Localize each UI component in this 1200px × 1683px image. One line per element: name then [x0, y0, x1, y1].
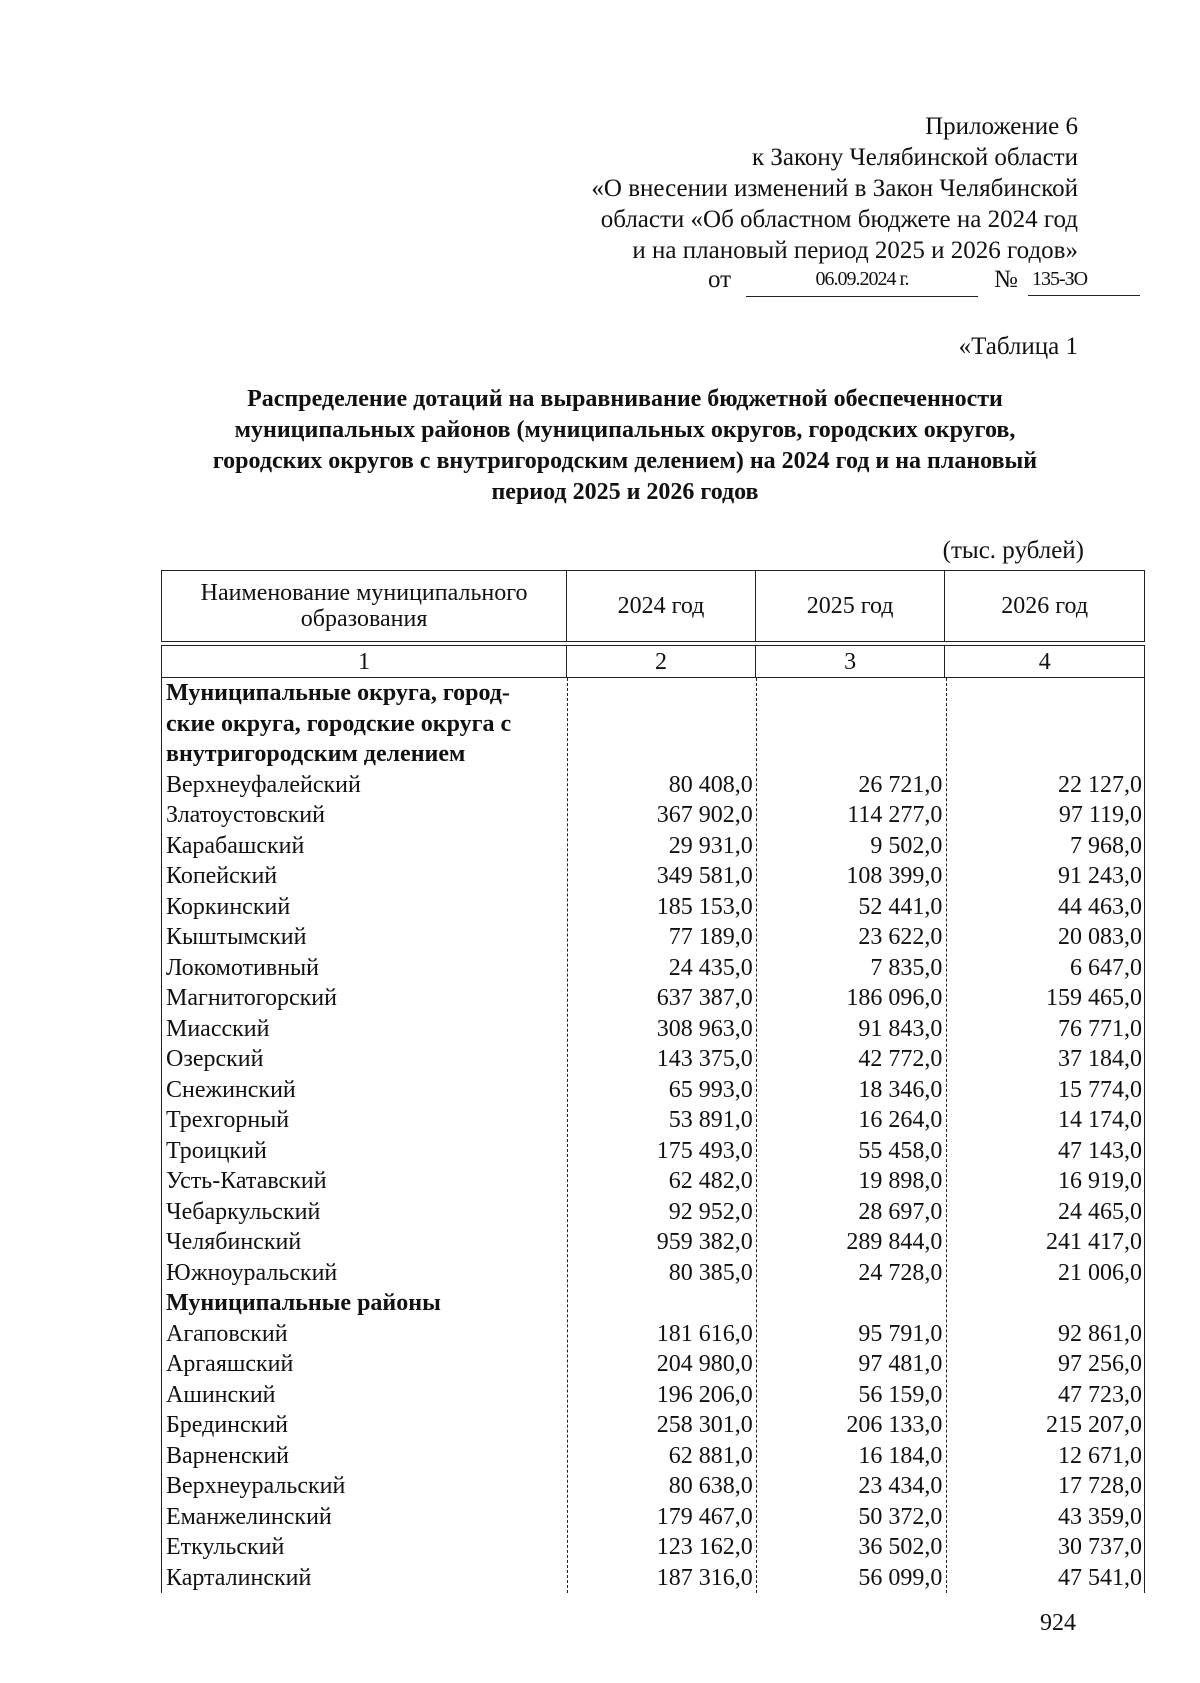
table-row — [162, 1136, 1144, 1167]
group-heading-line: ские округа, городские округа с — [166, 710, 512, 737]
value-2025: 186 096,0 — [846, 985, 943, 1011]
value-2026: 16 919,0 — [1057, 1168, 1142, 1194]
municipality-name: Аргаяшский — [166, 1351, 294, 1377]
table-row — [162, 1441, 1144, 1472]
value-2025: 97 481,0 — [858, 1351, 943, 1377]
value-2026: 92 861,0 — [1057, 1320, 1142, 1347]
municipality-name: Верхнеуральский — [166, 1473, 346, 1499]
value-2026: 97 119,0 — [1058, 802, 1142, 828]
value-2026: 47 143,0 — [1057, 1137, 1142, 1164]
table-group-heading — [162, 678, 567, 770]
group-heading-line: внутригородским делением — [166, 741, 466, 767]
value-2024: 185 153,0 — [656, 893, 753, 920]
value-2026: 20 083,0 — [1057, 924, 1142, 950]
table-row — [162, 1105, 1144, 1136]
law-date: 06.09.2024 г. — [746, 266, 978, 297]
value-2026: 47 541,0 — [1057, 1564, 1142, 1591]
municipality-name: Кыштымский — [166, 924, 307, 950]
value-2024: 637 387,0 — [656, 985, 753, 1011]
table-row — [162, 983, 1144, 1014]
municipality-name: Коркинский — [166, 893, 291, 920]
value-2024: 143 375,0 — [656, 1046, 753, 1072]
table-row — [162, 1197, 1144, 1228]
column-number-row — [161, 645, 1145, 678]
value-2024: 179 467,0 — [656, 1503, 753, 1530]
value-2026: 37 184,0 — [1057, 1046, 1142, 1072]
value-2024: 29 931,0 — [668, 832, 753, 859]
value-2024: 187 316,0 — [656, 1564, 753, 1591]
value-2025: 9 502,0 — [870, 832, 943, 859]
table-label: «Таблица 1 — [958, 333, 1078, 360]
column-number: 2 — [566, 646, 755, 677]
page-number: 924 — [1040, 1610, 1076, 1636]
table-group-heading — [162, 1288, 567, 1319]
municipality-name: Усть-Катавский — [166, 1168, 327, 1194]
value-2025: 108 399,0 — [846, 863, 943, 889]
header-2026: 2026 год — [944, 571, 1144, 641]
law-number: 135-ЗО — [1028, 266, 1140, 296]
column-number: 3 — [755, 646, 945, 677]
group-heading-line: Муниципальные округа, город- — [166, 680, 510, 706]
value-2024: 258 301,0 — [656, 1412, 753, 1438]
value-2026: 76 771,0 — [1057, 1015, 1142, 1042]
table-row — [162, 1044, 1144, 1075]
municipality-name: Челябинский — [166, 1229, 302, 1255]
value-2025: 28 697,0 — [858, 1198, 943, 1225]
appendix-line: и на плановый период 2025 и 2026 годов» — [632, 237, 1078, 264]
table-row — [162, 953, 1144, 984]
table-header-row — [161, 570, 1145, 642]
value-2025: 114 277,0 — [847, 802, 943, 828]
municipality-name: Карталинский — [166, 1564, 312, 1591]
table-row — [162, 1319, 1144, 1350]
municipality-name: Трехгорный — [166, 1107, 290, 1133]
municipality-name: Верхнеуфалейский — [166, 771, 361, 798]
table-row — [162, 1410, 1144, 1441]
value-2024: 196 206,0 — [656, 1381, 753, 1408]
table-row — [162, 770, 1144, 801]
value-2024: 175 493,0 — [656, 1137, 753, 1164]
municipality-name: Брединский — [166, 1412, 289, 1438]
table-row — [162, 831, 1144, 862]
municipality-name: Чебаркульский — [166, 1198, 321, 1225]
municipality-name: Озерский — [166, 1046, 264, 1072]
value-2024: 959 382,0 — [656, 1229, 753, 1255]
municipality-name: Еткульский — [166, 1534, 285, 1560]
table-row — [162, 1014, 1144, 1045]
header-2025: 2025 год — [755, 571, 945, 641]
value-2026: 47 723,0 — [1057, 1381, 1142, 1408]
municipality-name: Еманжелинский — [166, 1503, 332, 1530]
table-row — [162, 1075, 1144, 1106]
title-line: период 2025 и 2026 годов — [491, 479, 759, 505]
column-divider — [567, 678, 568, 1593]
value-2025: 206 133,0 — [846, 1412, 943, 1438]
municipality-name: Магнитогорский — [166, 985, 337, 1011]
value-2024: 53 891,0 — [668, 1107, 753, 1133]
appendix-line: области «Об областном бюджете на 2024 год — [600, 206, 1078, 233]
value-2025: 7 835,0 — [870, 954, 943, 981]
value-2025: 23 622,0 — [858, 924, 943, 950]
appendix-line: Приложение 6 — [925, 113, 1078, 140]
value-2025: 50 372,0 — [858, 1503, 943, 1530]
table-row — [162, 1471, 1144, 1502]
municipality-name: Варненский — [166, 1442, 289, 1469]
table-row — [162, 861, 1144, 892]
column-number: 4 — [944, 646, 1144, 677]
municipality-name: Южноуральский — [166, 1259, 338, 1286]
title-line: Распределение дотаций на выравнивание бюджетной обеспеченности — [247, 386, 1003, 412]
value-2025: 56 099,0 — [858, 1564, 943, 1591]
table-row — [162, 1166, 1144, 1197]
table-row — [162, 800, 1144, 831]
value-2025: 23 434,0 — [858, 1473, 943, 1499]
value-2026: 21 006,0 — [1057, 1259, 1142, 1286]
table-row — [162, 1258, 1144, 1289]
value-2024: 92 952,0 — [668, 1198, 753, 1225]
municipality-name: Миасский — [166, 1015, 270, 1042]
value-2025: 56 159,0 — [858, 1381, 943, 1408]
value-2026: 44 463,0 — [1057, 893, 1142, 920]
value-2025: 16 264,0 — [858, 1107, 943, 1133]
value-2025: 289 844,0 — [846, 1229, 943, 1255]
table-row — [162, 1563, 1144, 1594]
appendix-line: к Закону Челябинской области — [752, 144, 1078, 171]
appendix-block — [438, 111, 1078, 266]
value-2025: 55 458,0 — [858, 1137, 943, 1164]
table-row — [162, 892, 1144, 923]
subsidy-table — [161, 570, 1145, 1593]
value-2026: 97 256,0 — [1057, 1351, 1142, 1377]
value-2026: 6 647,0 — [1069, 954, 1142, 981]
table-row — [162, 1502, 1144, 1533]
appendix-line: «О внесении изменений в Закон Челябинской — [591, 175, 1078, 202]
value-2024: 62 482,0 — [668, 1168, 753, 1194]
column-divider — [946, 678, 947, 1593]
column-divider — [756, 678, 757, 1593]
value-2026: 14 174,0 — [1057, 1107, 1142, 1133]
column-number: 1 — [358, 648, 371, 675]
value-2025: 24 728,0 — [858, 1259, 943, 1286]
municipality-name: Агаповский — [166, 1320, 288, 1347]
value-2025: 16 184,0 — [858, 1442, 943, 1469]
value-2026: 7 968,0 — [1069, 832, 1142, 859]
value-2026: 159 465,0 — [1045, 985, 1142, 1011]
value-2024: 181 616,0 — [656, 1320, 753, 1347]
header-name: Наименование муниципального образования — [200, 580, 528, 632]
table-row — [162, 1227, 1144, 1258]
table-row — [162, 922, 1144, 953]
document-title — [150, 384, 1100, 508]
value-2024: 123 162,0 — [656, 1534, 753, 1560]
value-2024: 77 189,0 — [668, 924, 753, 950]
municipality-name: Златоустовский — [166, 802, 325, 828]
value-2025: 91 843,0 — [858, 1015, 943, 1042]
value-2026: 241 417,0 — [1045, 1229, 1142, 1255]
units-label: (тыс. рублей) — [942, 537, 1084, 564]
value-2024: 80 408,0 — [668, 771, 753, 798]
table-row — [162, 1349, 1144, 1380]
value-2025: 52 441,0 — [858, 893, 943, 920]
value-2024: 308 963,0 — [656, 1015, 753, 1042]
value-2026: 43 359,0 — [1057, 1503, 1142, 1530]
value-2026: 22 127,0 — [1057, 771, 1142, 798]
law-date-number-line — [708, 266, 1138, 298]
municipality-name: Копейский — [166, 863, 278, 889]
title-line: муниципальных районов (муниципальных округов, городских округов, — [234, 417, 1016, 443]
value-2024: 349 581,0 — [656, 863, 753, 889]
value-2024: 24 435,0 — [668, 954, 753, 981]
municipality-name: Ашинский — [166, 1381, 276, 1408]
municipality-name: Троицкий — [166, 1137, 267, 1164]
group-heading-line: Муниципальные районы — [166, 1290, 441, 1316]
value-2024: 80 638,0 — [668, 1473, 753, 1499]
value-2025: 26 721,0 — [858, 771, 943, 798]
municipality-name: Локомотивный — [166, 954, 320, 981]
value-2025: 95 791,0 — [858, 1320, 943, 1347]
value-2024: 62 881,0 — [668, 1442, 753, 1469]
value-2026: 12 671,0 — [1057, 1442, 1142, 1469]
value-2024: 204 980,0 — [656, 1351, 753, 1377]
table-row — [162, 1380, 1144, 1411]
from-label: от — [708, 266, 732, 293]
table-row — [162, 1532, 1144, 1563]
value-2026: 24 465,0 — [1057, 1198, 1142, 1225]
value-2024: 65 993,0 — [668, 1076, 753, 1103]
value-2026: 91 243,0 — [1057, 863, 1142, 889]
value-2024: 367 902,0 — [656, 802, 753, 828]
value-2025: 18 346,0 — [858, 1076, 943, 1103]
value-2026: 15 774,0 — [1057, 1076, 1142, 1103]
value-2026: 17 728,0 — [1057, 1473, 1142, 1499]
value-2025: 19 898,0 — [858, 1168, 943, 1194]
number-label: № — [994, 266, 1018, 293]
value-2024: 80 385,0 — [668, 1259, 753, 1286]
municipality-name: Снежинский — [166, 1076, 296, 1103]
table-body — [161, 678, 1145, 1593]
title-line: городских округов с внутригородским делением) на 2024 год и на плановый — [212, 448, 1038, 474]
municipality-name: Карабашский — [166, 832, 305, 859]
header-2024: 2024 год — [566, 571, 755, 641]
value-2026: 30 737,0 — [1057, 1534, 1142, 1560]
value-2025: 42 772,0 — [858, 1046, 943, 1072]
value-2025: 36 502,0 — [858, 1534, 943, 1560]
value-2026: 215 207,0 — [1045, 1412, 1142, 1438]
